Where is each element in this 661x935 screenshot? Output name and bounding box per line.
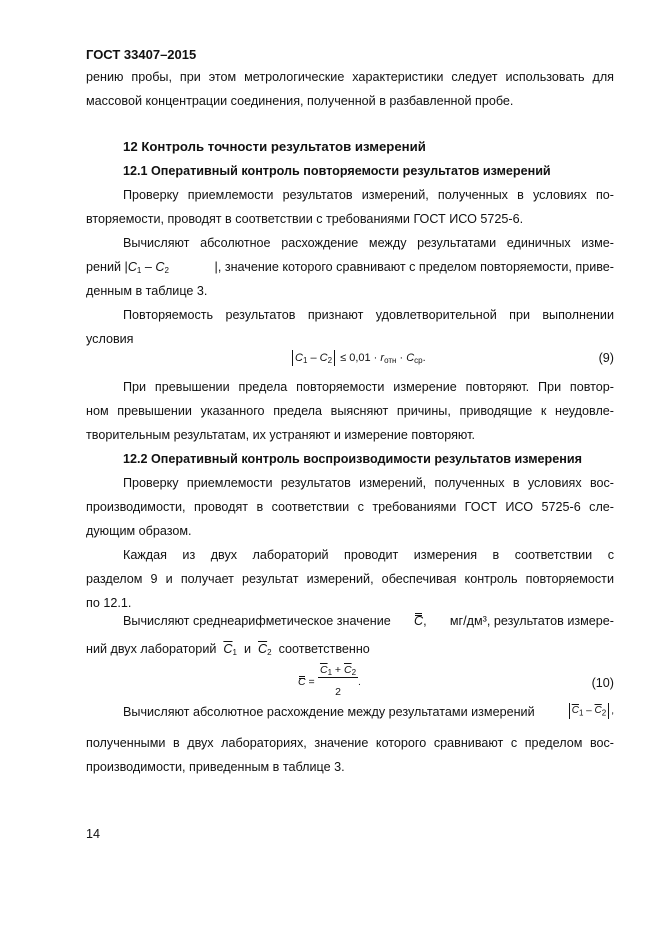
formula-10-lhs: C = — [298, 676, 315, 688]
s121-p1-line-1: Проверку приемлемости результатов измерений, полученных в условиях по- — [123, 188, 614, 202]
s121-p3-line-2: условия — [86, 332, 134, 346]
s121-p2-line-2-tail: |, значение которого сравнивают с пределом повторяемости, приве- — [214, 260, 614, 274]
s121-p4-line-2: ном превышении указанного предела выясняют причины, приводящие к неудовле- — [86, 404, 614, 418]
s122-p1-line-3: дующим образом. — [86, 524, 192, 538]
s121-p4-line-3: творительным результатам, их устраняют и измерение повторяют. — [86, 428, 475, 442]
formula-10-numerator: $\overline{C}_1 + \overline{C}_2$ — [319, 664, 357, 677]
s122-p4-abs-difference: $\overline{C}_1 - \overline{C}_2$ , — [567, 703, 614, 722]
s121-p2-line-2-lead: рений $|C_1 - C_2$ — [86, 260, 169, 275]
s122-p3-line-1-lead: Вычисляют среднеарифметическое значение — [123, 614, 391, 628]
document-code-header: ГОСТ 33407–2015 — [86, 47, 197, 62]
s122-p3-line-2: ний двух лабораторий $\overline{C}_1$ и $\overline{C}_2$ соответственно — [86, 642, 370, 657]
s122-p4-line-3: производимости, приведенным в таблице 3. — [86, 760, 345, 774]
s121-p2-line-2 — [86, 259, 614, 275]
intro-line-1: рению пробы, при этом метрологические характеристики следует использовать для — [86, 70, 614, 84]
formula-10-denominator: 2 — [335, 686, 341, 698]
s122-p4-line-1 — [123, 702, 614, 722]
s122-p2-line-1: Каждая из двух лабораторий проводит измерения в соответствии с — [123, 548, 614, 562]
section-12-2-heading: 12.2 Оперативный контроль воспроизводимости результатов измерения — [123, 452, 582, 466]
formula-10-period: . — [358, 676, 361, 688]
s121-p2-line-1: Вычисляют абсолютное расхождение между результатами единичных изме- — [123, 236, 614, 250]
s122-p1-line-2: производимости, проводят в соответствии с требованиями ГОСТ ИСО 5725-6 сле- — [86, 500, 614, 514]
s122-p2-line-2: разделом 9 и получает результат измерений, обеспечивая контроль повторяемости — [86, 572, 614, 586]
s121-p2-line-3: денным в таблице 3. — [86, 284, 208, 298]
intro-line-2: массовой концентрации соединения, полученной в разбавленной пробе. — [86, 94, 514, 108]
section-12-1-heading: 12.1 Оперативный контроль повторяемости результатов измерений — [123, 164, 551, 178]
s121-p1-line-2: вторяемости, проводят в соответствии с требованиями ГОСТ ИСО 5725-6. — [86, 212, 524, 226]
s122-p2-line-3: по 12.1. — [86, 596, 132, 610]
s122-p4-line-2: полученными в двух лабораториях, значение которого сравнивают с пределом вос- — [86, 736, 614, 750]
s122-p3-line-1 — [123, 613, 614, 631]
equation-number-9: (9) — [598, 351, 614, 365]
s122-p4-line-1-lead: Вычисляют абсолютное расхождение между результатами измерений — [123, 705, 535, 719]
page-number: 14 — [86, 827, 101, 841]
s122-p1-line-1: Проверку приемлемости результатов измерений, полученных в условиях вос- — [123, 476, 614, 490]
s121-p4-line-1: При превышении предела повторяемости измерение повторяют. При повтор- — [123, 380, 614, 394]
s121-p3-line-1: Повторяемость результатов признают удовлетворительной при выполнении — [123, 308, 614, 322]
section-12-heading: 12 Контроль точности результатов измерений — [123, 139, 426, 154]
mean-value-symbol: C, — [414, 614, 427, 628]
formula-9: $C_1 - C_2 \le 0,01 \cdot r_{отн} \cdot C_{ср}$. — [290, 350, 426, 366]
equation-number-10: (10) — [591, 676, 614, 690]
s122-p3-line-1-tail: мг/дм³, результатов измере- — [449, 614, 614, 628]
